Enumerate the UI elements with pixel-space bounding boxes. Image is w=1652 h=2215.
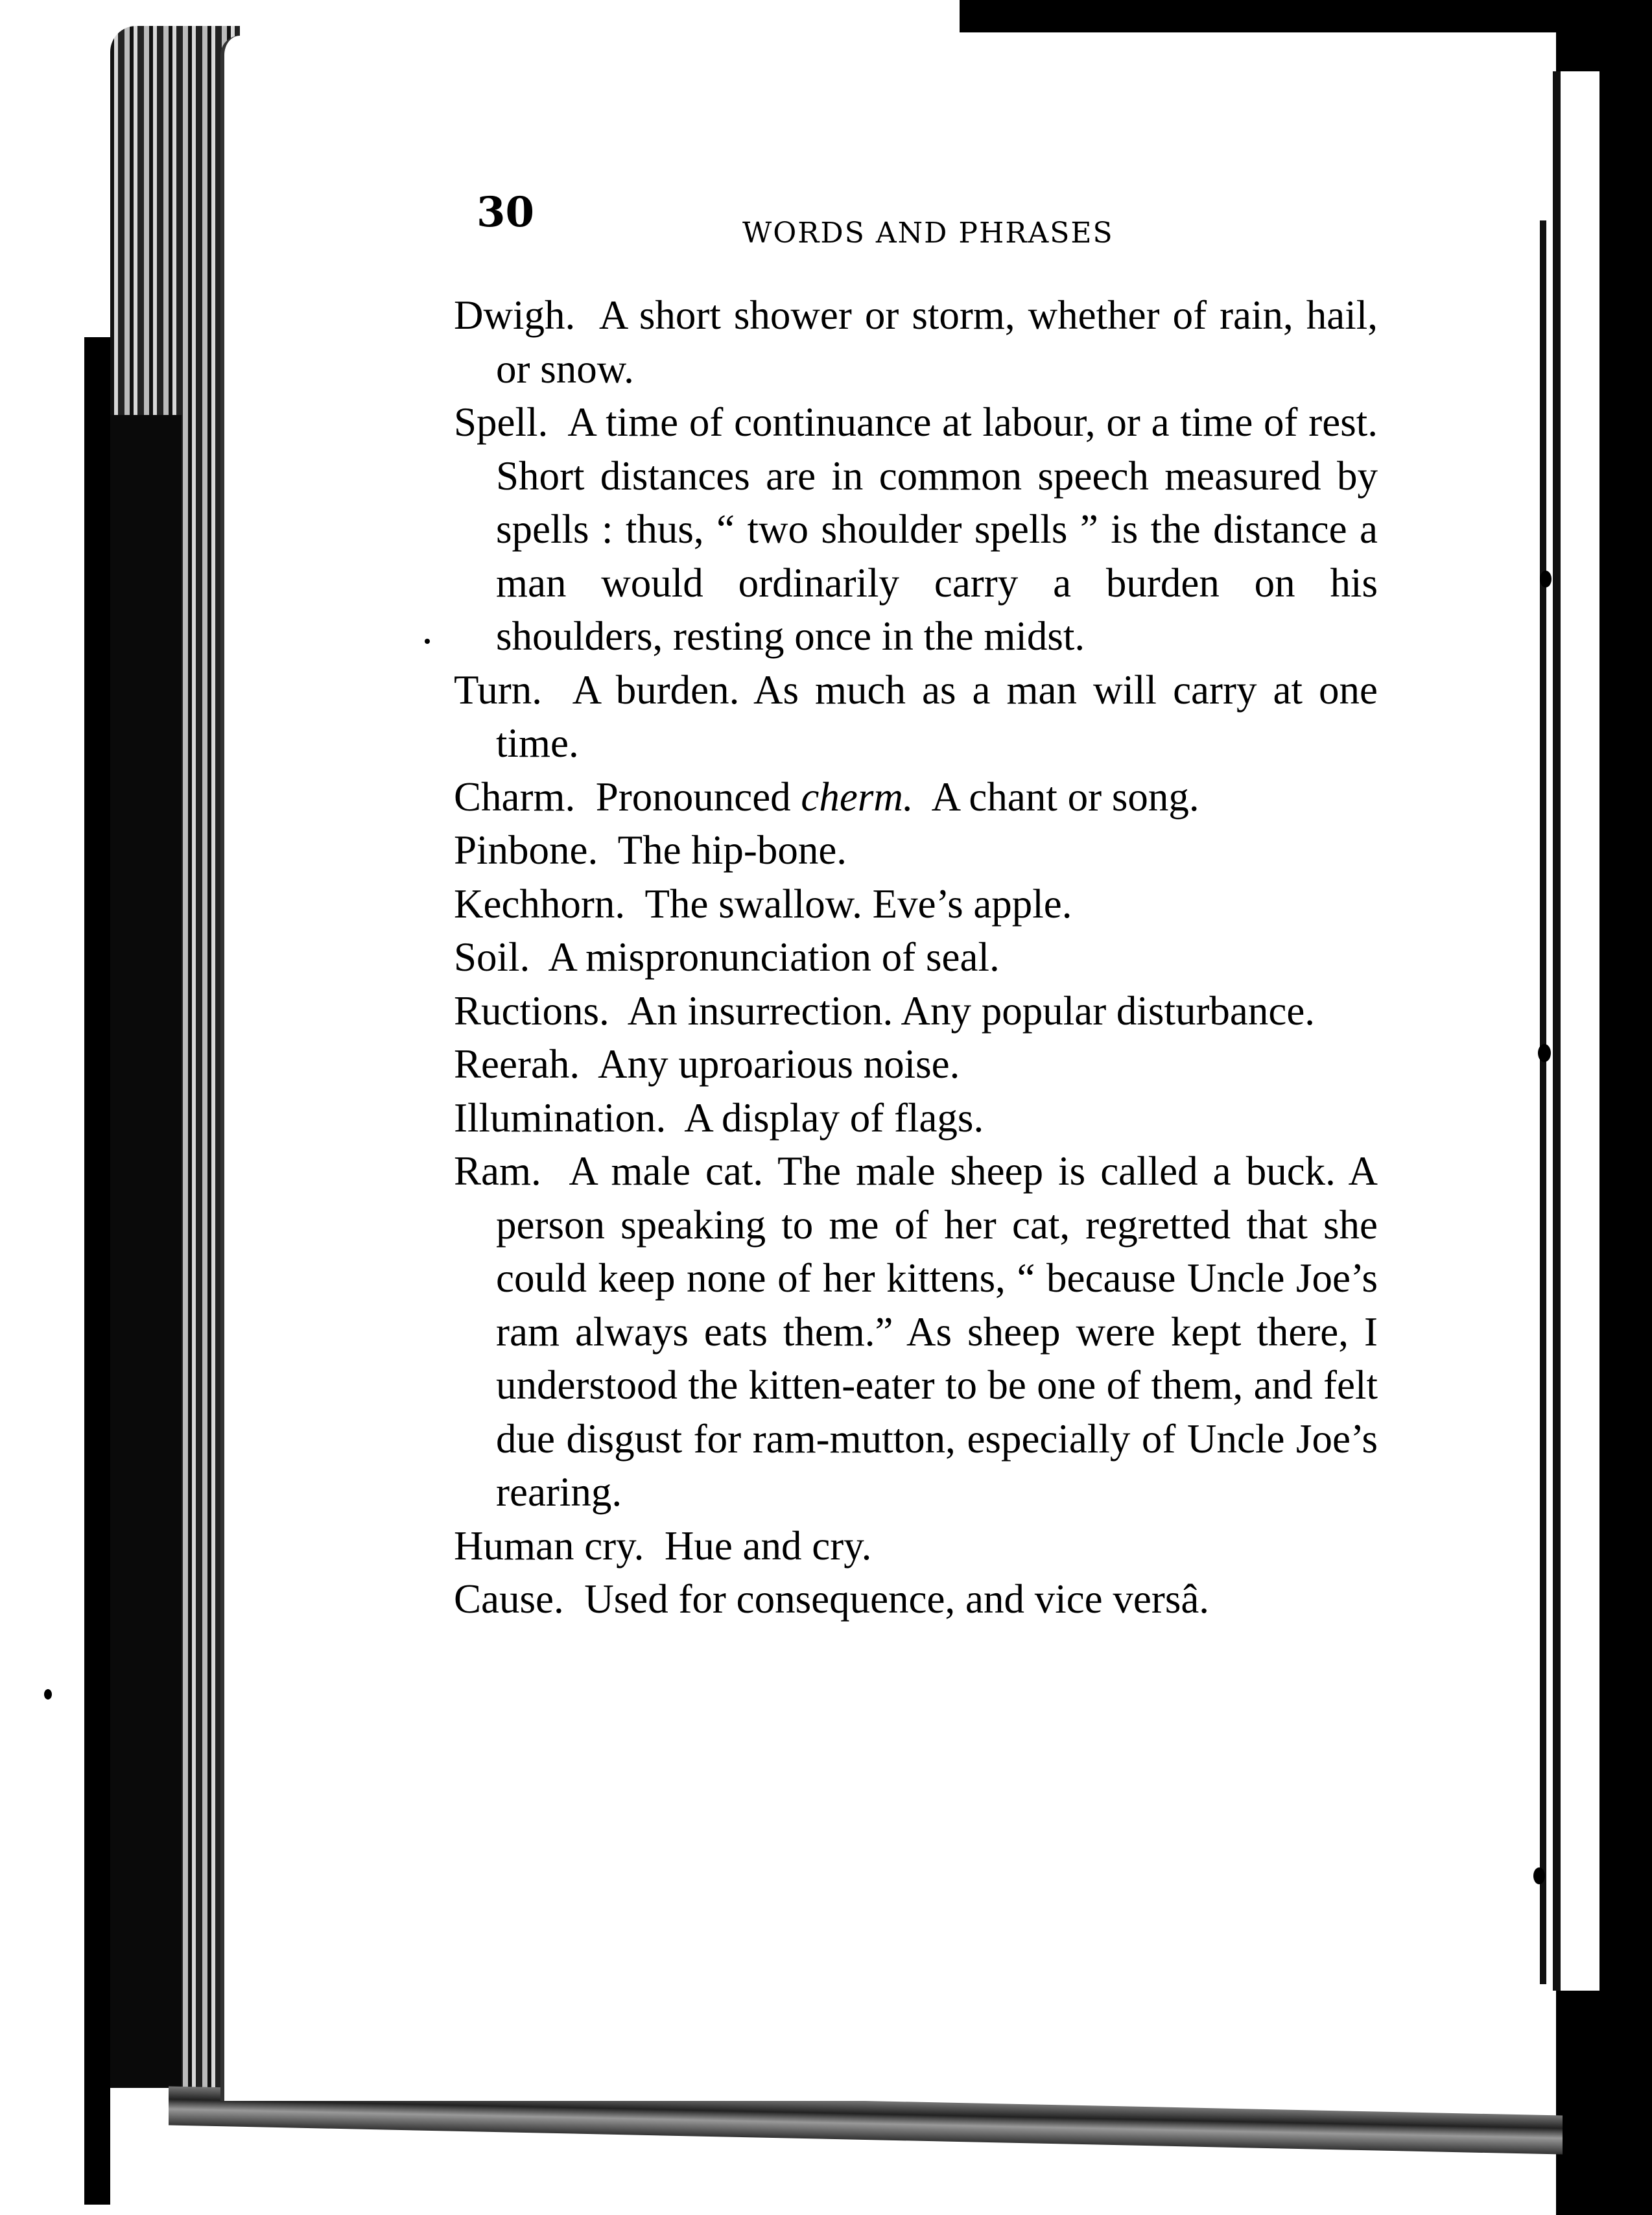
entry-definition: The hip-bone. [617, 827, 847, 873]
glossary-entry [454, 1037, 1378, 1091]
entry-definition: A chant or song. [931, 774, 1199, 820]
scan-speck [1533, 1867, 1545, 1884]
entry-headword: Kechhorn. [454, 881, 626, 927]
entry-headword: Human cry. [454, 1522, 644, 1569]
scanner-border-top [960, 0, 1652, 32]
entry-pronunciation: cherm. [801, 774, 914, 820]
glossary-entry [454, 289, 1378, 396]
entry-definition: A burden. As much as a man will carry at one time. [496, 667, 1378, 766]
glossary-entry [454, 396, 1378, 663]
entry-definition: A mispronunciation of seal. [548, 934, 1000, 980]
entry-definition: Hue and cry. [664, 1522, 872, 1569]
glossary-entries [454, 289, 1378, 1626]
entry-headword: Ructions. [454, 988, 609, 1034]
entry-headword: Ram. [454, 1148, 541, 1194]
entry-headword: Pinbone. [454, 827, 598, 873]
entry-definition: Used for consequence, and vice versâ. [584, 1576, 1210, 1622]
scanner-border-left [84, 337, 110, 2205]
entry-definition: An insurrection. Any popular disturbance. [627, 988, 1316, 1034]
facing-page-edge [1553, 71, 1599, 1991]
entry-definition: A time of continuance at labour, or a time of rest. Short distances are in common speech measured by spells : thus, “ two shoulder spells ” is the distance a man would ordinarily carry a burden on his shoulders, resting once in the midst. [496, 399, 1378, 659]
scan-speck [44, 1689, 52, 1700]
glossary-entry [454, 663, 1378, 770]
entry-definition: A short shower or storm, whether of rain, hail, or snow. [496, 292, 1378, 392]
glossary-entry [454, 877, 1378, 931]
entry-headword: Charm. [454, 774, 576, 820]
entry-headword: Dwigh. [454, 292, 576, 338]
entry-definition: A display of flags. [684, 1095, 984, 1141]
book-spine-shadow [110, 415, 182, 2088]
entry-headword: Soil. [454, 934, 530, 980]
glossary-entry [454, 770, 1378, 824]
glossary-entry [454, 1572, 1378, 1626]
glossary-entry [454, 1519, 1378, 1573]
entry-headword: Spell. [454, 399, 549, 445]
glossary-entry [454, 1144, 1378, 1519]
entry-definition: The swallow. Eve’s apple. [644, 881, 1072, 927]
entry-definition: A male cat. The male sheep is called a buck. A person speaking to me of her cat, regretted that she could keep none of her kittens, “ because Uncle Joe’s ram always eats them.” As sheep were kept there, I understood the kitten-eater to be one of them, and felt due disgust for ram-mutton, especially of Uncle Joe’s rearing. [496, 1148, 1378, 1515]
glossary-entry [454, 984, 1378, 1038]
gutter-line [1540, 220, 1546, 1984]
page-number: 30 [477, 188, 535, 237]
entry-definition: Pronounced [595, 774, 791, 820]
entry-headword: Reerah. [454, 1041, 580, 1087]
scan-speck [425, 639, 430, 644]
entry-headword: Cause. [454, 1576, 564, 1622]
scan-speck [1538, 1044, 1551, 1062]
scan-speck [1540, 571, 1552, 587]
glossary-entry [454, 1091, 1378, 1145]
glossary-entry [454, 930, 1378, 984]
entry-definition: Any uproarious noise. [598, 1041, 960, 1087]
entry-headword: Turn. [454, 667, 542, 713]
running-head-title: WORDS AND PHRASES [742, 217, 1114, 250]
entry-headword: Illumination. [454, 1095, 667, 1141]
glossary-entry [454, 823, 1378, 877]
